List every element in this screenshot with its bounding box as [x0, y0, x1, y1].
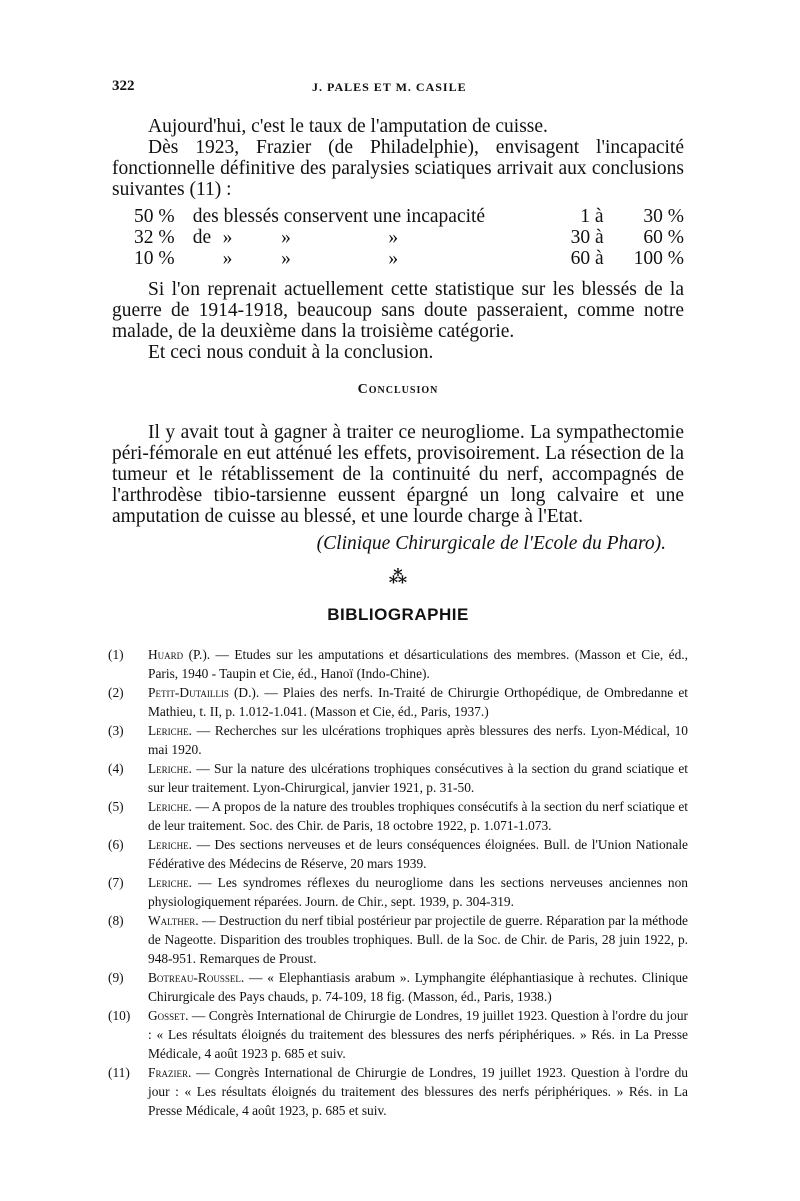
ref-text: [148, 759, 688, 797]
asterism-separator: ⁂: [388, 567, 408, 587]
running-head: J. PALES ET M. CASILE: [312, 80, 467, 94]
ref-text: [148, 721, 688, 759]
ref-body: — Destruction du nerf tibial postérieur par projectile de guerre. Réparation par la méthode de Nageotte. Disparition des troubles trophiques. Bull. de la Soc. de Chir. de Paris, 28 juin 1922, p. 948-951. Remarques de Proust.: [148, 913, 688, 966]
bibliography-entry: [108, 1006, 688, 1063]
ref-body: — Recherches sur les ulcérations trophiques après blessures des nerfs. Lyon-Médical, 10 mai 1920.: [148, 723, 688, 757]
ref-number: (3): [108, 723, 124, 738]
ref-text: [148, 1063, 688, 1120]
ref-text: [148, 1006, 688, 1063]
stats-range-from: 1 à: [580, 206, 604, 227]
ref-text: [148, 873, 688, 911]
bibliography-entry: [108, 968, 688, 1006]
stats-range-to: 100 %: [633, 248, 684, 269]
ref-text: [148, 835, 688, 873]
paragraph: Aujourd'hui, c'est le taux de l'amputation de cuisse.: [148, 116, 548, 137]
ref-text: [148, 911, 688, 968]
ref-body: — Congrès International de Chirurgie de Londres, 19 juillet 1923. Question à l'ordre du jour : « Les résultats éloignés du traitement des blessures des nerfs périphériques. » Rés. in La Presse Médicale, 4 août 1923, p. 685 et suiv.: [148, 1065, 688, 1118]
ref-number: (7): [108, 875, 124, 890]
stats-pct: 10 %: [134, 248, 175, 269]
bibliography-list: [108, 645, 688, 1120]
stats-pct: 50 %: [134, 206, 175, 227]
ref-text: [148, 797, 688, 835]
bibliography-entry: [108, 759, 688, 797]
ref-author: Petit-Dutaillis (D.).: [148, 685, 260, 700]
ref-body: — Congrès International de Chirurgie de Londres, 19 juillet 1923. Question à l'ordre du jour : « Les résultats éloignés du traitement des blessures des nerfs périphériques. » Rés. in La Presse Médicale, 4 août 1923 p. 685 et suiv.: [148, 1008, 688, 1061]
paragraph: Si l'on reprenait actuellement cette statistique sur les blessés de la guerre de 1914-1918, beaucoup sans doute passeraient, comme notre malade, de la deuxième dans la troisième catégorie.: [112, 279, 684, 342]
bibliography-entry: [108, 835, 688, 873]
article-body: [108, 116, 688, 1120]
ref-number: (5): [108, 799, 124, 814]
ref-body: — Les syndromes réflexes du neurogliome dans les sections nerveuses anciennes non physiologiquement réparées. Journ. de Chir., sept. 1939, p. 304-319.: [148, 875, 688, 909]
ref-author: Leriche.: [148, 799, 193, 814]
stats-table: [112, 206, 684, 269]
ref-author: Botreau-Roussel.: [148, 970, 245, 985]
bibliography-entry: [108, 797, 688, 835]
ref-author: Leriche.: [148, 761, 193, 776]
ref-author: Gosset.: [148, 1008, 189, 1023]
stats-range-to: 60 %: [643, 227, 684, 248]
stats-desc: » » »: [222, 227, 399, 248]
ref-number: (11): [108, 1065, 130, 1080]
ref-body: — Etudes sur les amputations et désarticulations des membres. (Masson et Cie, éd., Paris, 1940 - Taupin et Cie, éd., Hanoï (Indo-Chine).: [148, 647, 688, 681]
bibliography-entry: [108, 1063, 688, 1120]
ref-number: (10): [108, 1008, 131, 1023]
bibliography-entry: [108, 911, 688, 968]
ref-author: Leriche.: [148, 837, 193, 852]
ref-number: (9): [108, 970, 124, 985]
bibliography-entry: [108, 873, 688, 911]
paragraph: Il y avait tout à gagner à traiter ce neurogliome. La sympathectomie péri-fémorale en eut atténué les effets, provisoirement. La résection de la tumeur et le rétablissement de la continuité du nerf, accompagnés de l'arthrodèse tibio-tarsienne eussent épargné un long calvaire et une amputation de cuisse au blessé, et une lourde charge à l'Etat.: [112, 422, 684, 527]
bibliography-entry: [108, 683, 688, 721]
stats-pct: 32 %: [134, 227, 175, 248]
stats-range-from: 60 à: [570, 248, 604, 269]
page-number: 322: [112, 78, 135, 94]
section-title: Conclusion: [357, 382, 439, 397]
ref-author: Leriche.: [148, 723, 193, 738]
ref-author: Huard (P.).: [148, 647, 211, 662]
ref-number: (2): [108, 685, 124, 700]
stats-range-from: 30 à: [570, 227, 604, 248]
stats-desc: » » »: [222, 248, 399, 269]
ref-number: (6): [108, 837, 124, 852]
ref-text: [148, 645, 688, 683]
affiliation: (Clinique Chirurgicale de l'Ecole du Pharo).: [316, 533, 666, 554]
stats-row: [112, 248, 684, 269]
page-header: [112, 78, 712, 98]
ref-author: Walther.: [148, 913, 199, 928]
paragraph: Et ceci nous conduit à la conclusion.: [148, 342, 434, 363]
ref-body: — Sur la nature des ulcérations trophiques consécutives à la section du grand sciatique et sur leur traitement. Lyon-Chirurgical, janvier 1921, p. 31-50.: [148, 761, 688, 795]
ref-number: (4): [108, 761, 124, 776]
stats-range-to: 30 %: [643, 206, 685, 227]
ref-body: — Plaies des nerfs. In-Traité de Chirurgie Orthopédique, de Ombredanne et Mathieu, t. II, p. 1.012-1.041. (Masson et Cie, éd., Paris, 1937.): [148, 685, 688, 719]
ref-text: [148, 968, 688, 1006]
ref-author: Frazier.: [148, 1065, 192, 1080]
ref-number: (1): [108, 647, 124, 662]
ref-text: [148, 683, 688, 721]
bibliography-title: BIBLIOGRAPHIE: [327, 605, 469, 624]
ref-body: — A propos de la nature des troubles trophiques consécutifs à la section du nerf sciatique et de leur traitement. Soc. des Chir. de Paris, 18 octobre 1922, p. 1.071-1.073.: [148, 799, 688, 833]
paragraph: Dès 1923, Frazier (de Philadelphie), envisagent l'incapacité fonctionnelle définitive des paralysies sciatiques arrivait aux conclusions suivantes (11) :: [112, 137, 684, 200]
stats-row: [112, 227, 684, 248]
ref-number: (8): [108, 913, 124, 928]
stats-desc: des blessés conservent une incapacité de: [192, 206, 486, 248]
ref-author: Leriche.: [148, 875, 193, 890]
ref-body: — Des sections nerveuses et de leurs conséquences éloignées. Bull. de l'Union Nationale Fédérative des Médecins de Réserve, 20 mars 1939.: [148, 837, 688, 871]
bibliography-entry: [108, 645, 688, 683]
ref-body: — « Elephantiasis arabum ». Lymphangite éléphantiasique à rechutes. Clinique Chirurgicale des Pays chauds, p. 74-109, 18 fig. (Masson, éd., Paris, 1938.): [148, 970, 688, 1004]
bibliography-entry: [108, 721, 688, 759]
